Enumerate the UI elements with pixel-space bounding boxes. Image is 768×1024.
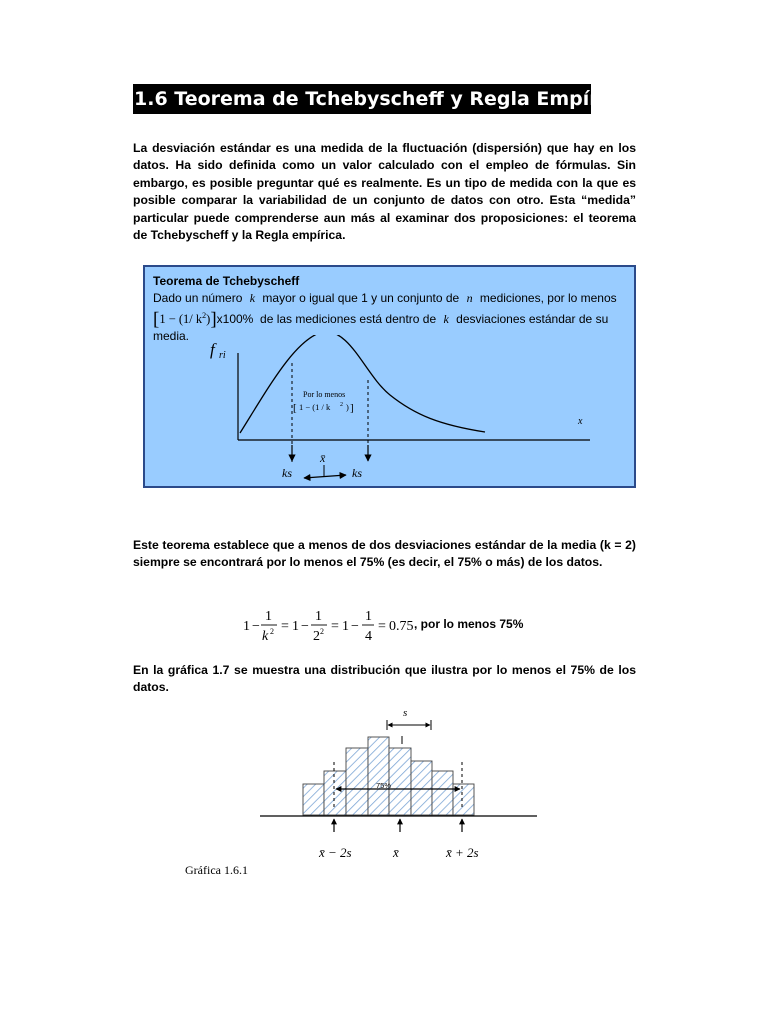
- theorem-line-3: media.: [153, 329, 190, 343]
- bar-7: [432, 771, 453, 815]
- svg-text:=: =: [331, 619, 339, 634]
- svg-text:−: −: [351, 619, 359, 634]
- svg-text:−: −: [301, 619, 309, 634]
- svg-text:=: =: [281, 619, 289, 634]
- left-label: x̄ − 2s: [319, 845, 352, 860]
- s-label: s: [403, 707, 408, 719]
- bar-1: [303, 784, 324, 815]
- inner-label: Por lo menos: [303, 390, 346, 399]
- svg-text:2: 2: [320, 627, 324, 636]
- theorem-line1-b: mayor o igual que 1 y un conjunto de: [262, 291, 460, 305]
- formula-tail: , por lo menos 75%: [414, 617, 524, 631]
- theorem-line-2: [1 − (1/ $k^2)]x100\%$ de las mediciones está dentro de k desviaciones estándar de su: [153, 309, 609, 330]
- var-k: k: [249, 291, 256, 305]
- var-n: n: [466, 291, 473, 305]
- svg-text:[: [: [293, 402, 297, 414]
- histogram-diagram: [255, 700, 545, 870]
- svg-text:1: 1: [365, 609, 372, 624]
- svg-text:1: 1: [292, 619, 299, 634]
- ks-arrow: [304, 475, 346, 478]
- tchebyscheff-diagram: [200, 335, 620, 490]
- expr-a: 1 − (1/ k: [159, 312, 203, 326]
- ks-right-label: ks: [352, 466, 362, 480]
- svg-text:2: 2: [270, 627, 274, 636]
- pct-label: 75%: [376, 781, 392, 790]
- right-label: x̄ + 2s: [446, 845, 479, 860]
- theorem-line1-c: mediciones, por lo menos: [479, 291, 617, 305]
- figure-caption: Gráfica 1.6.1: [185, 863, 248, 877]
- svg-text:=: =: [378, 619, 386, 634]
- y-axis-label: f: [210, 340, 215, 359]
- svg-text:]: ]: [350, 402, 354, 414]
- inner-expr-exp: 2: [340, 402, 343, 408]
- svg-text:2: 2: [313, 629, 320, 644]
- svg-text:1: 1: [243, 619, 250, 634]
- ks-left-label: ks: [282, 466, 292, 480]
- var-k-2: k: [443, 312, 449, 326]
- density-curve: [240, 335, 485, 433]
- svg-text:0.75: 0.75: [389, 619, 414, 634]
- mean-label: x̄: [320, 451, 326, 465]
- expr-b: ): [206, 312, 211, 326]
- statement-paragraph: Este teorema establece que a menos de dos desviaciones estándar de la media (k = 2) siempre se encontrará por lo menos el 75% (es decir, el 75% o más) de los datos.: [133, 538, 636, 570]
- inner-expr-a: 1 − (1 / k: [299, 402, 331, 412]
- svg-text:k: k: [262, 629, 269, 644]
- mid-label: x̄: [393, 845, 399, 860]
- svg-text:1: 1: [315, 609, 322, 624]
- theorem-line1-a: Dado un número: [153, 291, 243, 305]
- bar-2: [324, 771, 346, 815]
- bar-6: [411, 761, 432, 815]
- y-axis-sub: ri: [219, 350, 226, 361]
- svg-text:−: −: [252, 619, 260, 634]
- bar-4: [368, 737, 392, 815]
- pct-text: x100%: [216, 312, 254, 326]
- theorem-title: Teorema de Tchebyscheff: [153, 274, 300, 288]
- theorem-line-1: [153, 290, 623, 307]
- theorem-line2-b: desviaciones estándar de su: [456, 312, 609, 326]
- svg-text:1: 1: [265, 609, 272, 624]
- svg-text:1: 1: [342, 619, 349, 634]
- figure-intro-paragraph: En la gráfica 1.7 se muestra una distribución que ilustra por lo menos el 75% de los datos.: [133, 663, 636, 695]
- x-axis-label: x: [578, 416, 583, 427]
- expr-exp: 2: [202, 311, 207, 320]
- intro-paragraph: La desviación estándar es una medida de la fluctuación (dispersión) que hay en los datos. Ha sido definida como un valor calculado con el empleo de fórmulas. Sin embargo, es posible preguntar qué es realmente. Es un tipo de medida con la que es posible comparar la variabilidad de un conjunto de datos con otro. Esta “medida” particular puede comprenderse aun más al examinar dos proposiciones: el teorema de Tchebyscheff y la Regla empírica.: [133, 141, 636, 243]
- svg-text:4: 4: [365, 629, 372, 644]
- inner-expr-b: ): [346, 402, 349, 412]
- theorem-line2-a: de las mediciones está dentro de: [260, 312, 437, 326]
- bar-3: [346, 748, 368, 815]
- section-title: 1.6 Teorema de Tchebyscheff y Regla Empírica: [133, 84, 591, 114]
- bar-5: [389, 748, 411, 815]
